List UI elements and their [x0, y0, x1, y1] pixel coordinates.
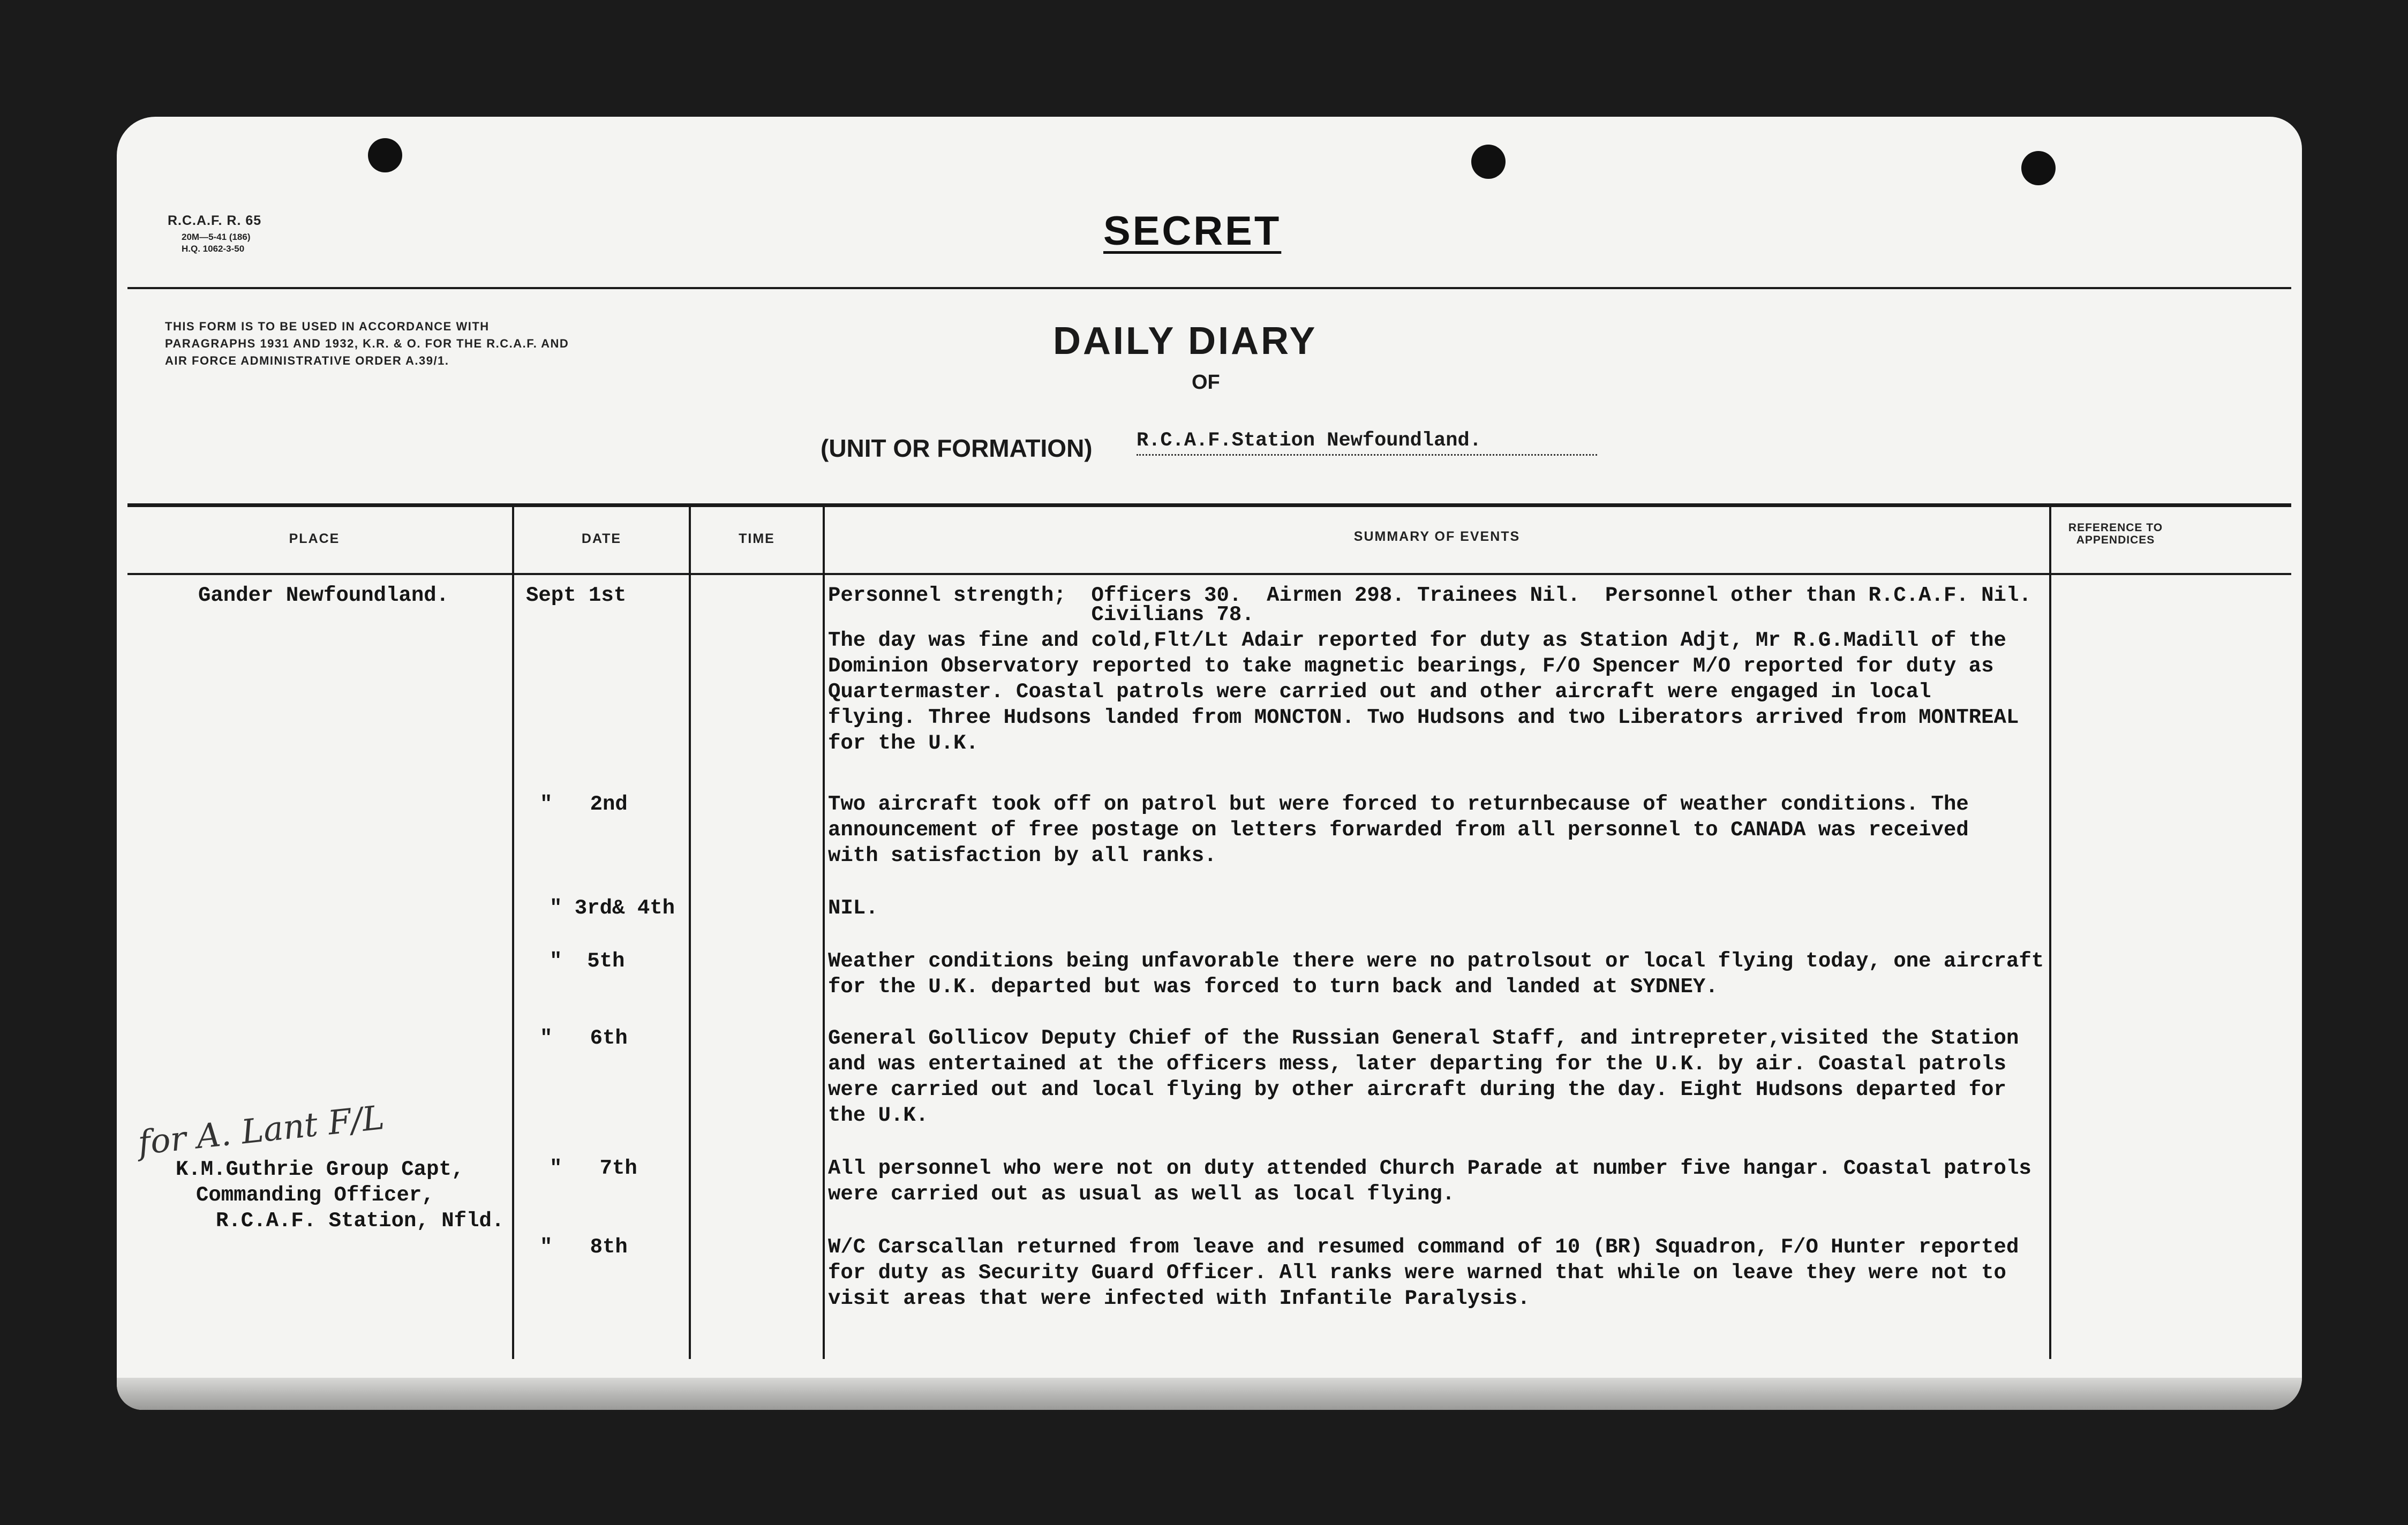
column-divider-summary [2049, 503, 2051, 1359]
summary-line: Civilians 78. [828, 603, 1254, 626]
summary-line: flying. Three Hudsons landed from MONCTON. Two Hudsons and two Liberators arrived from MONTREAL [828, 706, 2019, 729]
diary-title: DAILY DIARY [1053, 320, 1318, 363]
table-top-rule [127, 503, 2291, 507]
entry-date: Sept 1st [526, 584, 627, 607]
handwritten-signature: for A. Lant F/L [136, 1097, 386, 1162]
column-divider-time [823, 503, 825, 1359]
punch-hole-1 [368, 138, 402, 172]
column-header-reference: REFERENCE TO APPENDICES [2068, 522, 2163, 546]
column-header-place: PLACE [289, 531, 340, 546]
summary-line: NIL. [828, 896, 878, 920]
entry-summary [828, 1156, 2031, 1207]
entry-date: " 5th [550, 949, 625, 973]
signature-name: K.M.Guthrie Group Capt, [176, 1158, 464, 1181]
instructions-note: THIS FORM IS TO BE USED IN ACCORDANCE WITH PARAGRAPHS 1931 AND 1932, K.R. & O. FOR THE R.C.A.F. AND AIR FORCE ADMINISTRATIVE ORDER A.39/1. [165, 320, 569, 367]
unit-value: R.C.A.F.Station Newfoundland. [1137, 429, 1597, 456]
signature-station: R.C.A.F. Station, Nfld. [216, 1209, 505, 1233]
entry-date: " 3rd& 4th [550, 896, 675, 920]
summary-line: were carried out as usual as well as local flying. [828, 1182, 1455, 1206]
classification-heading: SECRET [1103, 208, 1282, 254]
card-bottom-edge [117, 1378, 2302, 1410]
diary-title-of: OF [1192, 371, 1220, 394]
summary-line: W/C Carscallan returned from leave and resumed command of 10 (BR) Squadron, F/O Hunter reported [828, 1235, 2019, 1259]
summary-line: Two aircraft took off on patrol but were forced to returnbecause of weather conditions. The [828, 792, 1969, 816]
summary-line: Personnel strength; Officers 30. Airmen 298. Trainees Nil. Personnel other than R.C.A.F. Nil. [828, 584, 2031, 607]
entry-date: " 2nd [540, 792, 628, 816]
summary-line: for the U.K. [828, 731, 979, 755]
form-hq-code: H.Q. 1062-3-50 [182, 244, 245, 254]
form-reference [168, 213, 261, 254]
column-header-summary: SUMMARY OF EVENTS [1353, 529, 1521, 544]
place-cell: Gander Newfoundland. [198, 584, 449, 607]
summary-line: Weather conditions being unfavorable there were no patrolsout or local flying today, one aircraft [828, 949, 2044, 973]
entry-date: " 7th [550, 1157, 637, 1180]
summary-line: for the U.K. departed but was forced to turn back and landed at SYDNEY. [828, 975, 1718, 999]
summary-line: the U.K. [828, 1104, 929, 1127]
summary-line: with satisfaction by all ranks. [828, 844, 1217, 867]
entry-date: " 6th [540, 1026, 628, 1050]
column-divider-place [512, 503, 514, 1359]
unit-label: (UNIT OR FORMATION) [821, 434, 1093, 462]
entry-summary [828, 791, 1969, 869]
header-divider [127, 287, 2291, 289]
summary-line: Dominion Observatory reported to take magnetic bearings, F/O Spencer M/O reported for duty as [828, 654, 1994, 678]
summary-line: for duty as Security Guard Officer. All ranks were warned that while on leave they were not to [828, 1261, 2006, 1285]
summary-line: The day was fine and cold,Flt/Lt Adair reported for duty as Station Adjt, Mr R.G.Madill of the [828, 629, 2006, 652]
summary-line: General Gollicov Deputy Chief of the Russian General Staff, and intrepreter,visited the Station [828, 1026, 2019, 1050]
diary-form [117, 117, 2302, 1410]
table-header-rule [127, 573, 2291, 575]
entry-summary [828, 895, 878, 921]
column-divider-date [689, 503, 691, 1359]
summary-line: All personnel who were not on duty attended Church Parade at number five hangar. Coastal patrols [828, 1157, 2031, 1180]
entry-summary [828, 948, 2044, 1000]
summary-line: Quartermaster. Coastal patrols were carried out and other aircraft were engaged in local [828, 680, 1931, 704]
form-number: R.C.A.F. R. 65 [168, 213, 262, 228]
punch-hole-3 [2021, 151, 2056, 185]
summary-line: and was entertained at the officers mess, later departing for the U.K. by air. Coastal patrols [828, 1052, 2006, 1076]
signature-title: Commanding Officer, [196, 1183, 434, 1207]
punch-hole-2 [1471, 145, 1506, 179]
form-print-code: 20M—5-41 (186) [182, 232, 251, 242]
entry-summary [828, 1234, 2019, 1311]
entry-summary [828, 1025, 2019, 1128]
summary-line: announcement of free postage on letters forwarded from all personnel to CANADA was received [828, 818, 1969, 842]
summary-line: visit areas that were infected with Infantile Paralysis. [828, 1287, 1530, 1310]
entry-date: " 8th [540, 1235, 628, 1259]
summary-line: were carried out and local flying by other aircraft during the day. Eight Hudsons departed for [828, 1078, 2006, 1101]
entry-summary [828, 583, 2031, 756]
column-header-date: DATE [581, 531, 622, 546]
column-header-time: TIME [739, 531, 775, 546]
